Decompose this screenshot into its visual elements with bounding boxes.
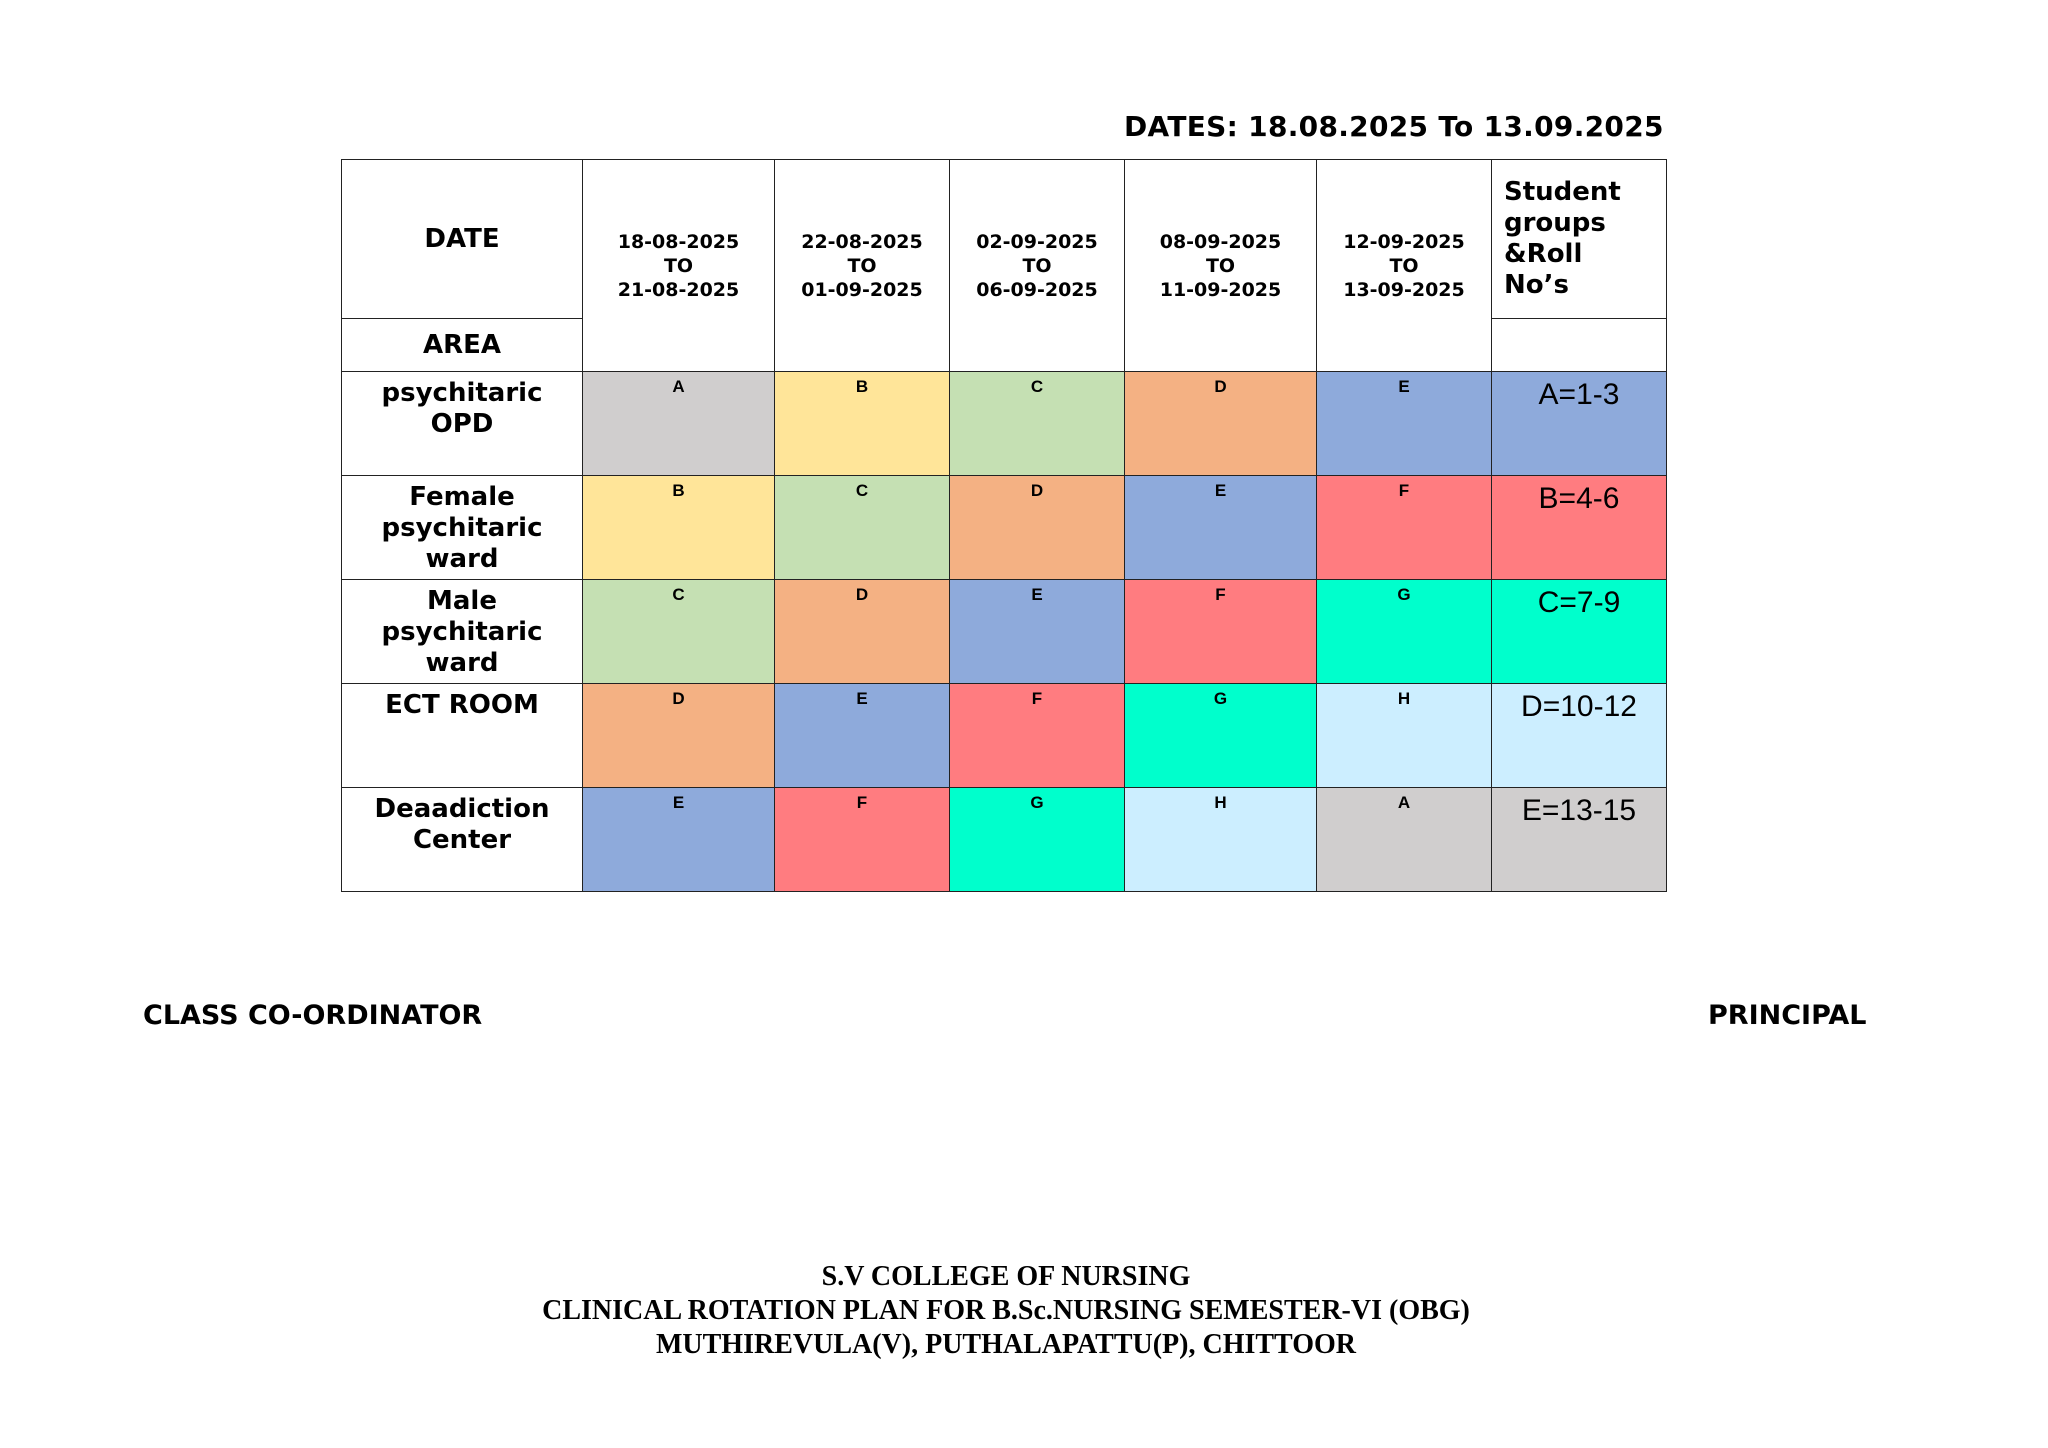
rotation-rows <box>342 372 1667 892</box>
period-header: 22-08-2025 TO 01-09-2025 <box>775 160 950 372</box>
area-row <box>342 684 1667 788</box>
group-cell: C <box>950 372 1125 476</box>
area-header: AREA <box>342 319 583 372</box>
group-cell: A <box>1317 788 1492 892</box>
area-row <box>342 476 1667 580</box>
area-row <box>342 788 1667 892</box>
class-coordinator-signature: CLASS CO-ORDINATOR <box>143 1000 483 1031</box>
group-cell: E <box>1125 476 1317 580</box>
group-cell: H <box>1125 788 1317 892</box>
group-cell: H <box>1317 684 1492 788</box>
group-cell: F <box>1317 476 1492 580</box>
group-cell: F <box>775 788 950 892</box>
period-header: 02-09-2025 TO 06-09-2025 <box>950 160 1125 372</box>
student-groups-blank <box>1492 319 1667 372</box>
group-cell: A <box>583 372 775 476</box>
student-groups-header: Student groups &Roll No’s <box>1492 160 1667 319</box>
roll-number-cell: C=7-9 <box>1492 580 1667 684</box>
group-cell: F <box>1125 580 1317 684</box>
group-cell: E <box>950 580 1125 684</box>
college-address: MUTHIREVULA(V), PUTHALAPATTU(P), CHITTOOR <box>655 1329 1356 1360</box>
plan-title: CLINICAL ROTATION PLAN FOR B.Sc.NURSING SEMESTER-VI (OBG) <box>542 1295 1470 1326</box>
area-name: psychitaric OPD <box>342 372 583 476</box>
group-cell: G <box>1317 580 1492 684</box>
period-header: 18-08-2025 TO 21-08-2025 <box>583 160 775 372</box>
area-row <box>342 580 1667 684</box>
institution-footer <box>0 1260 2012 1362</box>
period-header: 08-09-2025 TO 11-09-2025 <box>1125 160 1317 372</box>
rotation-table <box>341 159 1667 892</box>
group-cell: C <box>583 580 775 684</box>
group-cell: D <box>1125 372 1317 476</box>
area-name: Male psychitaric ward <box>342 580 583 684</box>
date-header: DATE <box>342 160 583 319</box>
group-cell: E <box>1317 372 1492 476</box>
roll-number-cell: E=13-15 <box>1492 788 1667 892</box>
group-cell: D <box>950 476 1125 580</box>
group-cell: B <box>775 372 950 476</box>
roll-number-cell: A=1-3 <box>1492 372 1667 476</box>
roll-number-cell: D=10-12 <box>1492 684 1667 788</box>
group-cell: B <box>583 476 775 580</box>
area-name: ECT ROOM <box>342 684 583 788</box>
group-cell: D <box>775 580 950 684</box>
group-cell: E <box>775 684 950 788</box>
area-name: Female psychitaric ward <box>342 476 583 580</box>
period-header: 12-09-2025 TO 13-09-2025 <box>1317 160 1492 372</box>
group-cell: E <box>583 788 775 892</box>
group-cell: G <box>950 788 1125 892</box>
principal-signature: PRINCIPAL <box>1708 1000 1867 1031</box>
area-row <box>342 372 1667 476</box>
group-cell: D <box>583 684 775 788</box>
college-name: S.V COLLEGE OF NURSING <box>821 1261 1191 1292</box>
area-name: Deaadiction Center <box>342 788 583 892</box>
group-cell: C <box>775 476 950 580</box>
dates-title: DATES: 18.08.2025 To 13.09.2025 <box>1124 110 1664 143</box>
group-cell: G <box>1125 684 1317 788</box>
roll-number-cell: B=4-6 <box>1492 476 1667 580</box>
group-cell: F <box>950 684 1125 788</box>
